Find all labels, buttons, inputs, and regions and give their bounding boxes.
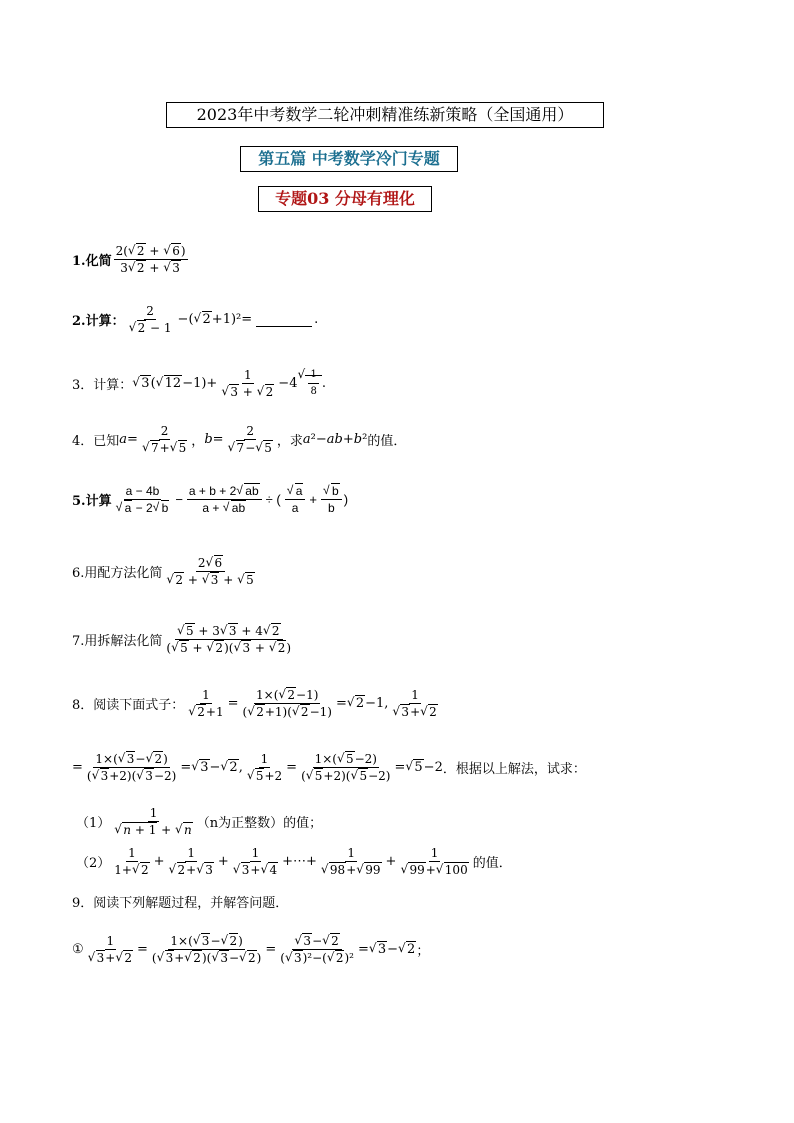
problem-9-step-1 [72, 934, 429, 965]
problem-9-step-label: ① [72, 942, 84, 957]
problem-5-expression: a − 4b √ a − 2√ b − $\frac{a + b + 2√ ab}{a + √ ab}$ ÷ ( √ $\frac{a}{a}$ + √ $\frac{b}{b}$ ) [112, 484, 348, 515]
problem-8-question-1 [76, 806, 322, 837]
problem-8-question-2 [76, 846, 512, 877]
problem-8-q1-label: （1） [76, 816, 111, 831]
problem-8 [72, 688, 442, 719]
problem-3 [72, 368, 326, 399]
problem-4-end: 的值． [367, 434, 407, 449]
problem-8-example-2: = $\frac{1\times(√ 3-√ 2)}{(√ 3+2)(√ 3-2)}$ = √ 3 − √ 2 , 1 √ 5+2 = $\frac{1\times(√ 5-2)}{(√ 5+2)(√ 5-2)}$ = √ 5 −2 [72, 752, 443, 783]
problem-8-continued [72, 752, 586, 783]
problem-8-q2-expression: $\frac{1}{1+√ 2}$ + 1 √ 2+√ 3 + 1 √ 3+√ 4 +⋯+ 1 √ 98+√ 99 + 1 √ 99+√ 100 [110, 846, 472, 877]
document-title: 2023年中考数学二轮冲刺精准练新策略（全国通用） [166, 102, 604, 128]
problem-3-label: 3．计算： [72, 378, 133, 393]
topic-title: 专题03 分母有理化 [258, 186, 432, 212]
problem-4-target: a²−ab+b² [302, 432, 368, 447]
problem-5-label: 5.计算 [72, 494, 112, 509]
problem-4-label: 4．已知 [72, 434, 120, 449]
problem-8-q2-end: 的值． [472, 856, 512, 871]
problem-8-q2-label: （2） [76, 856, 111, 871]
problem-8-q1-expression: 1 √ n + 1 + √ n [112, 806, 194, 837]
problem-9-label: 9．阅读下列解题过程，并解答问题． [72, 896, 289, 911]
problem-8-q1-text: （n为正整数）的值； [196, 816, 323, 831]
problem-4-tail: ，求 [276, 434, 303, 449]
problem-2: 2.计算： 2 √ 2 − 1 −(√ 2+1)²= . [72, 304, 318, 335]
problem-1-label: 1.化简 [72, 254, 112, 269]
problem-2-label: 2.计算： [72, 314, 125, 329]
problem-8-example-1: 1 √ 2+1 = $\frac{1\times(√ 2-1)}{(√ 2+1)(√ 2-1)}$ = √ 2 −1, 1 √ 3+√ 2 [184, 688, 441, 719]
problem-2-expression: 2 √ 2 − 1 [127, 304, 174, 335]
problem-4 [72, 424, 406, 455]
problem-7-expression: √ $\frac{5 + 3√ 3 + 4√ 2}{(√ 5 + √ 2)(√ 3 + √ 2)}$ [164, 624, 293, 655]
problem-3-expression: √ 3 ( √ 12 −1)+ 1 √ 3 + √ 2 −4 √ $\frac{1}{8}$ . [132, 368, 326, 399]
problem-7 [72, 624, 295, 655]
answer-blank[interactable] [256, 313, 312, 327]
problem-6-label: 6.用配方法化简 [72, 566, 163, 581]
problem-7-label: 7.用拆解法化简 [72, 634, 163, 649]
problem-5 [72, 484, 348, 515]
problem-6 [72, 556, 259, 587]
problem-4-expression: a = 2 √ 7+√ 5 ， b = 2 √ 7−√ 5 [119, 424, 277, 455]
problem-1 [72, 244, 190, 275]
problem-9 [72, 892, 288, 911]
section-title: 第五篇 中考数学冷门专题 [240, 146, 458, 172]
problem-8-instruction: ．根据以上解法，试求： [442, 762, 586, 777]
problem-9-step-1-expression: 1 √ 3+√ 2 = $\frac{1\times(√ 3-√ 2)}{(√ 3+√ 2)(√ 3-√ 2)}$ = √ $\frac{3-√ 2}{\text{(√ 3)²−(√ 2)²}}$ = √ 3 − √ 2 ； [84, 934, 430, 965]
problem-6-expression: 2√ 6 √ 2 + √ 3 + √ 5 [164, 556, 256, 587]
problem-1-expression: $\frac{2(√ 2 + √ 6)}{3√ 2 + √ 3}$ [114, 244, 188, 275]
problem-8-label: 8．阅读下面式子： [72, 698, 185, 713]
